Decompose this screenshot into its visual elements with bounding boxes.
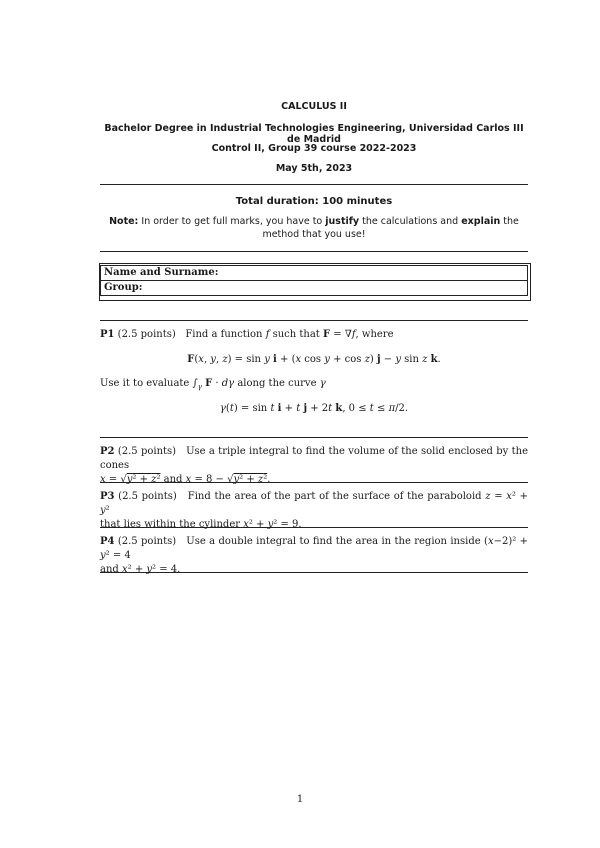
p4-text: Use a double integral to find the area in the region inside — [186, 536, 481, 547]
note-text-3: the — [503, 216, 519, 227]
note-label: Note: — [109, 216, 139, 227]
p1-text-b: such that — [272, 329, 320, 340]
p2-and-text: and — [163, 474, 183, 485]
control-line: Control II, Group 39 course 2022-2023 — [211, 143, 417, 154]
problem-4: P4 (2.5 points) Use a double integral to find the area in the region inside (x−2)² + y² = 4 and x² + y² = 4. — [100, 536, 528, 575]
rule-before-p2 — [100, 437, 528, 438]
p2-points: (2.5 points) — [117, 446, 177, 457]
note-bold-explain: explain — [461, 216, 501, 227]
rule-before-p4 — [100, 527, 528, 528]
note-bold-justify: justify — [325, 216, 360, 227]
p3-text-2: that lies within the cylinder — [100, 519, 241, 530]
duration: Total duration: 100 minutes — [235, 196, 393, 207]
course-title: CALCULUS II — [281, 101, 347, 112]
p1-text-a: Find a function — [185, 329, 263, 340]
p4-id: P4 — [100, 536, 115, 547]
rule-before-p1 — [100, 320, 528, 321]
p1-field-equation: F(x, y, z) = sin y i + (x cos y + cos z) j − y sin z k. — [187, 354, 441, 365]
p4-points: (2.5 points) — [117, 536, 177, 547]
p1-use-text: Use it to evaluate — [100, 378, 190, 389]
problem-2: P2 (2.5 points) Use a triple integral to find the volume of the solid enclosed by the cones x = √y² + z² and x = 8 − √y² + z². — [100, 446, 528, 485]
rule-before-p3 — [100, 482, 528, 483]
p2-text: Use a triple integral to find the volume of the solid enclosed by the cones — [100, 446, 528, 471]
p3-text: Find the area of the part of the surface of the paraboloid — [187, 491, 482, 502]
p2-id: P2 — [100, 446, 115, 457]
group-field-label: Group: — [104, 282, 143, 293]
name-field-label: Name and Surname: — [101, 266, 527, 281]
note-text-1: In order to get full marks, you have to — [141, 216, 323, 227]
rule-bottom — [100, 572, 528, 573]
p4-and-text: and — [100, 564, 119, 575]
problem-3: P3 (2.5 points) Find the area of the part of the surface of the paraboloid z = x² + y² that lies within the cylinder x² + y² = 9. — [100, 491, 528, 530]
rule-top — [100, 184, 528, 185]
note-paragraph — [100, 215, 528, 241]
student-box — [100, 265, 528, 296]
note-text-2: the calculations and — [362, 216, 459, 227]
p1-text-c: , where — [355, 329, 394, 340]
p1-along-text: along the curve — [237, 378, 317, 389]
problem-1: P1 (2.5 points) Find a function f such that F = ∇f, where — [100, 329, 394, 340]
p3-id: P3 — [100, 491, 115, 502]
p1-curve-equation: γ(t) = sin t i + t j + 2t k, 0 ≤ t ≤ π/2. — [219, 403, 409, 414]
exam-date: May 5th, 2023 — [275, 163, 353, 174]
rule-after-note — [100, 251, 528, 252]
page-number: 1 — [296, 794, 304, 805]
p3-points: (2.5 points) — [118, 491, 177, 502]
p1-points: (2.5 points) — [117, 329, 176, 340]
degree-line: Bachelor Degree in Industrial Technologies Engineering, Universidad Carlos III de Madrid — [104, 123, 524, 145]
p1-use-line: Use it to evaluate $\int_\gamma$ F · dγ along the curve γ — [100, 378, 326, 391]
note-line-2: method that you use! — [262, 229, 366, 240]
p1-id: P1 — [100, 329, 115, 340]
